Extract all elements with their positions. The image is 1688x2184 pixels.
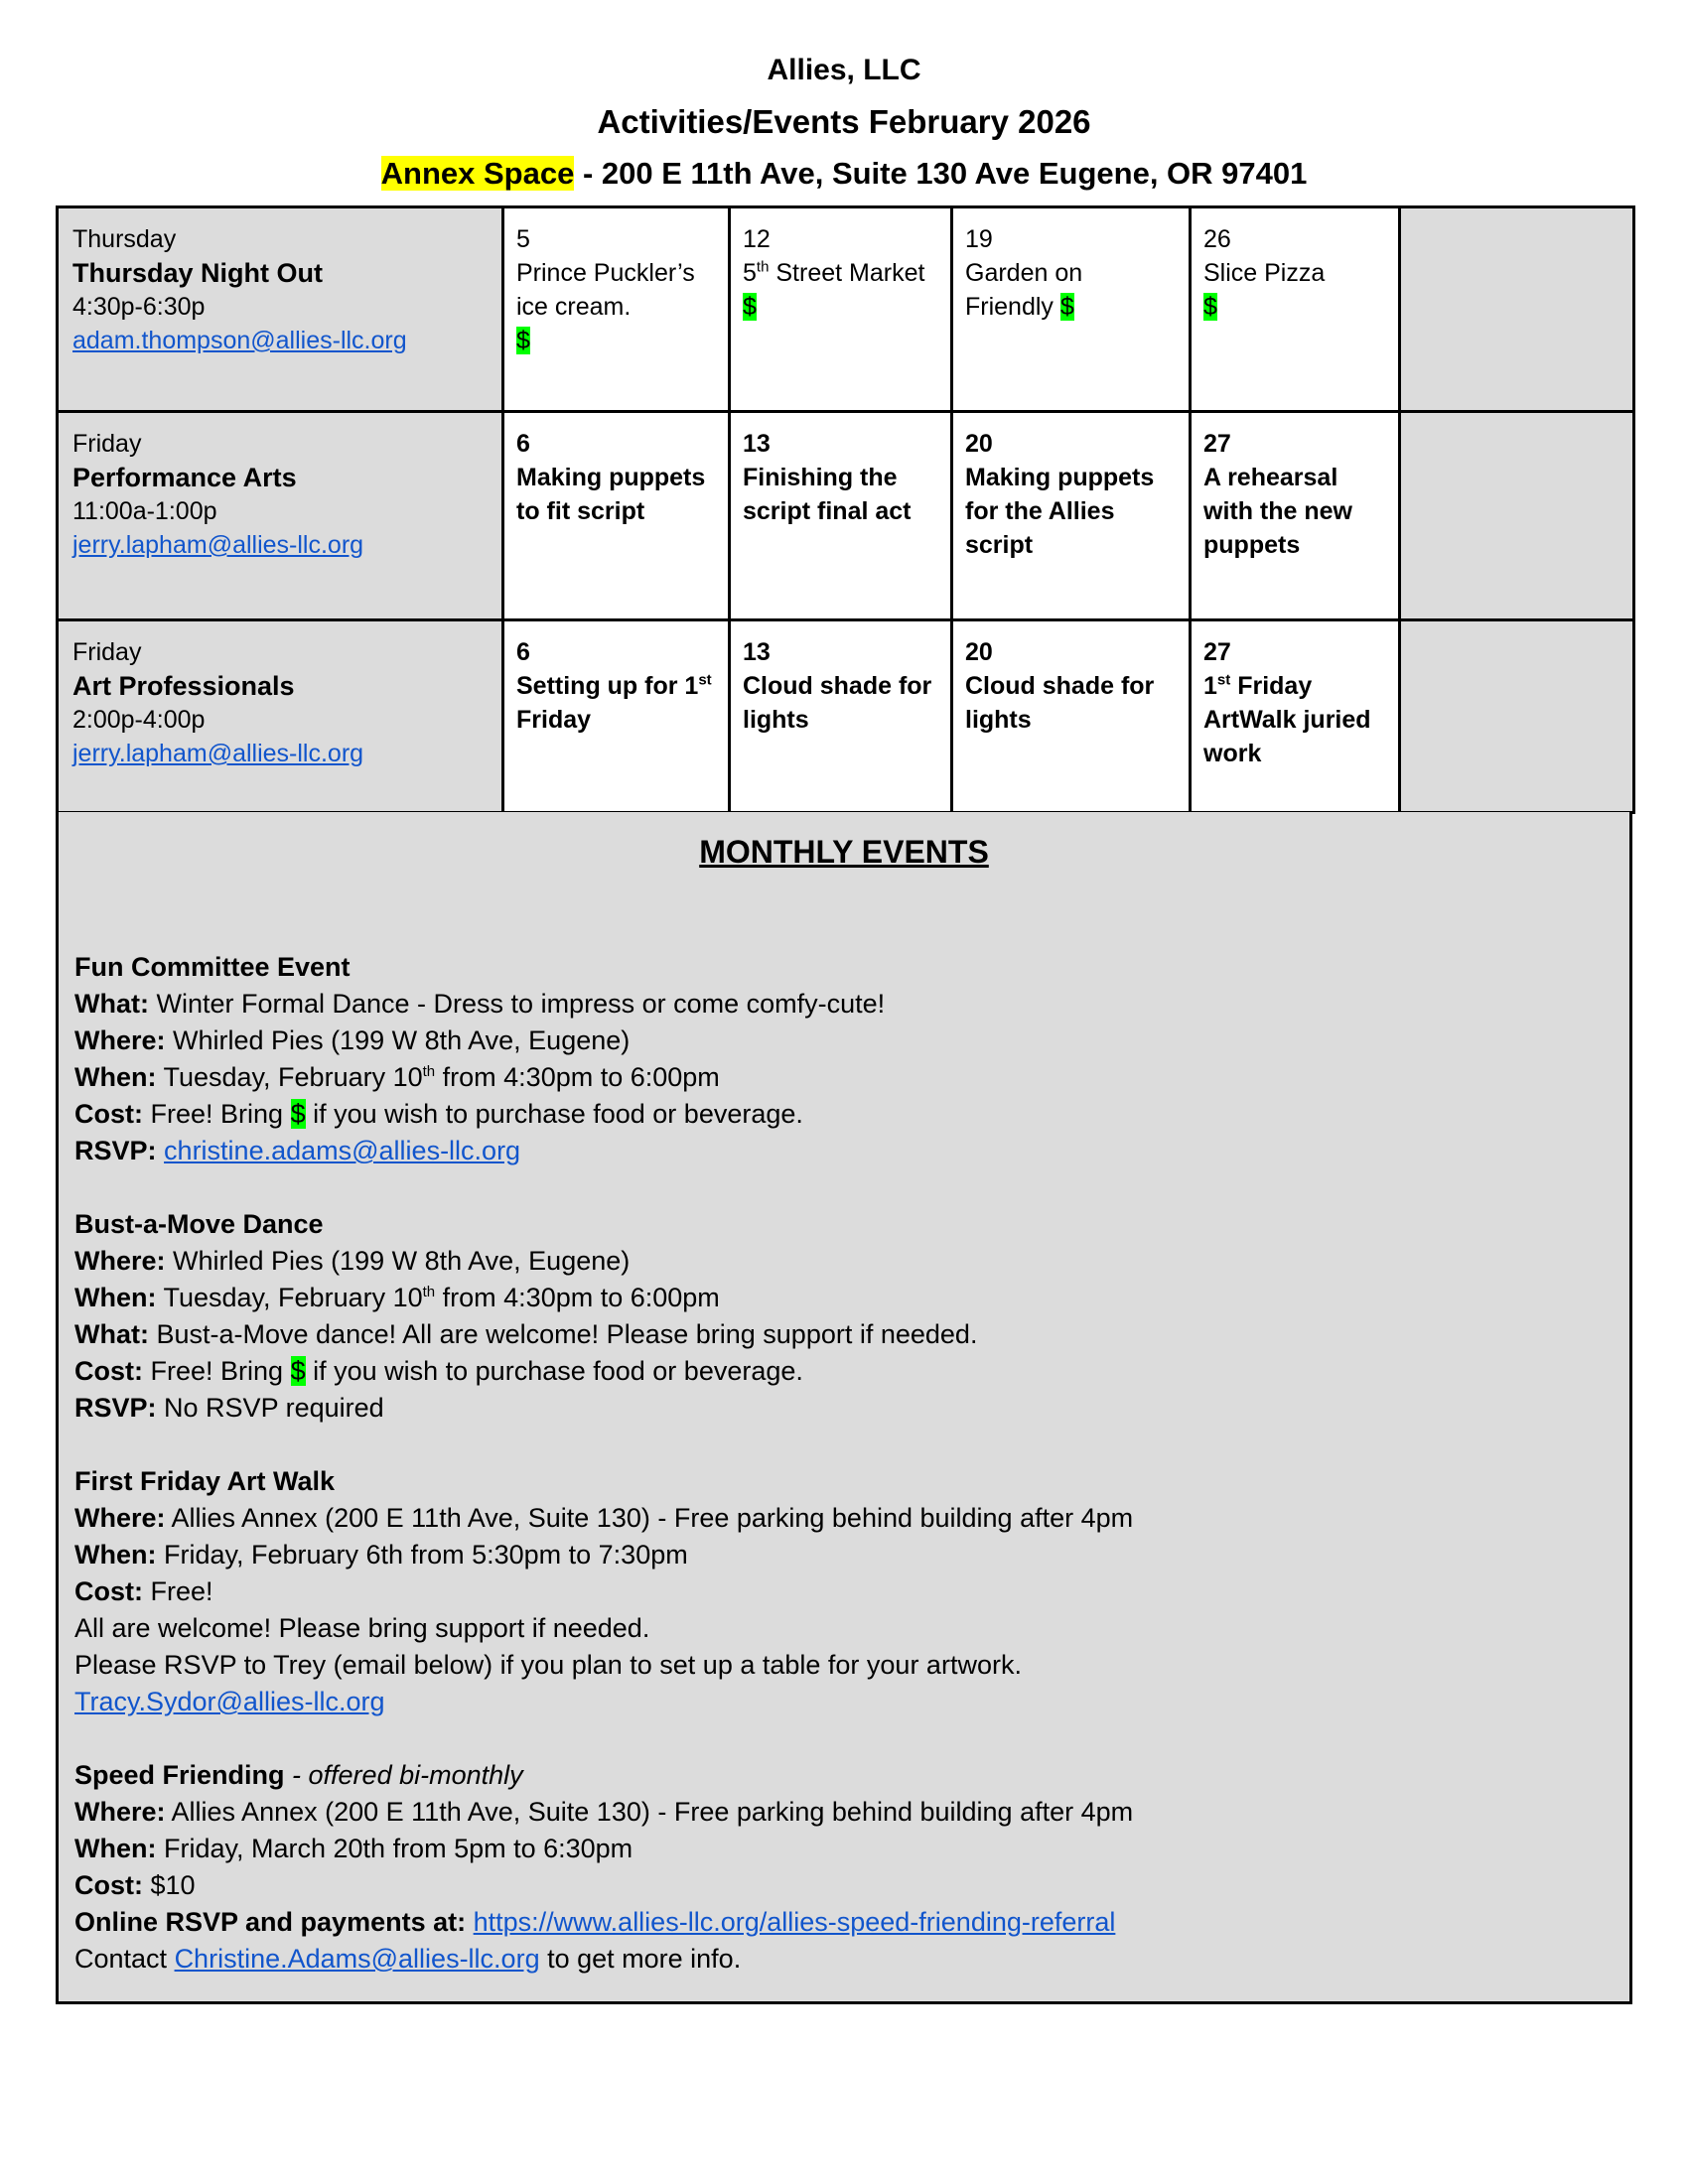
cell-date: 6 xyxy=(516,430,530,458)
field-label: Cost: xyxy=(74,1099,143,1129)
cell-date: 26 xyxy=(1203,225,1231,253)
field-value: Tuesday, February 10 xyxy=(156,1062,423,1092)
perf-cell xyxy=(952,412,1191,620)
performance-arts-row xyxy=(58,412,1634,620)
cell-sup: st xyxy=(698,671,712,689)
field-value: Whirled Pies (199 W 8th Ave, Eugene) xyxy=(165,1025,631,1055)
bust-a-move-event xyxy=(74,1206,1133,1427)
art-label-cell xyxy=(58,620,503,813)
field-sup: th xyxy=(422,1284,436,1300)
field-value: Free! Bring xyxy=(143,1099,291,1129)
thursday-cell xyxy=(730,207,952,412)
field-label: Where: xyxy=(74,1503,166,1533)
art-cell xyxy=(730,620,952,813)
activity-time: 2:00p-4:00p xyxy=(72,706,206,734)
field-label: Cost: xyxy=(74,1870,143,1900)
cell-date: 13 xyxy=(743,430,771,458)
monthly-events-section xyxy=(56,812,1632,2004)
cell-text: A rehearsal with the new puppets xyxy=(1203,464,1352,559)
field-value: Allies Annex (200 E 11th Ave, Suite 130) - Free parking behind building after 4pm xyxy=(165,1503,1134,1533)
field-label: RSVP: xyxy=(74,1136,157,1165)
activity-email-link[interactable]: adam.thompson@allies-llc.org xyxy=(72,327,407,354)
schedule-table xyxy=(56,205,1635,814)
location-label: Annex Space xyxy=(380,156,575,191)
empty-cell xyxy=(1400,207,1634,412)
fun-committee-event xyxy=(74,949,1133,1169)
activity-name: Thursday Night Out xyxy=(72,258,323,288)
cell-date: 6 xyxy=(516,638,530,666)
thursday-row xyxy=(58,207,1634,412)
field-label: When: xyxy=(74,1540,157,1570)
field-value: Bust-a-Move dance! All are welcome! Please bring support if needed. xyxy=(148,1319,978,1349)
cost-badge: $ xyxy=(1059,293,1074,321)
field-label: Where: xyxy=(74,1025,166,1055)
cell-text-pre: Setting up for 1 xyxy=(516,672,699,700)
perf-cell xyxy=(730,412,952,620)
cell-text: Street Market xyxy=(769,259,925,287)
activity-name: Art Professionals xyxy=(72,671,295,701)
art-professionals-row xyxy=(58,620,1634,813)
field-value: Contact xyxy=(74,1944,175,1974)
activity-email-link[interactable]: jerry.lapham@allies-llc.org xyxy=(72,531,364,559)
thursday-cell xyxy=(952,207,1191,412)
cell-text-pre: 1 xyxy=(1203,672,1217,700)
cost-badge: $ xyxy=(290,1099,306,1129)
cost-badge: $ xyxy=(290,1356,306,1386)
art-cell xyxy=(952,620,1191,813)
rsvp-url-link[interactable]: https://www.allies-llc.org/allies-speed-friending-referral xyxy=(473,1907,1116,1937)
cell-text: Cloud shade for lights xyxy=(743,672,932,734)
cell-date: 12 xyxy=(743,225,771,253)
cell-date: 20 xyxy=(965,430,993,458)
cell-text: Making puppets to fit script xyxy=(516,464,706,525)
contact-email-link[interactable]: Tracy.Sydor@allies-llc.org xyxy=(74,1687,385,1716)
event-title: Bust-a-Move Dance xyxy=(74,1209,324,1239)
cell-date: 5 xyxy=(516,225,530,253)
field-value: to get more info. xyxy=(539,1944,742,1974)
field-value: from 4:30pm to 6:00pm xyxy=(435,1062,720,1092)
field-label: When: xyxy=(74,1062,157,1092)
cell-date: 20 xyxy=(965,638,993,666)
field-value: No RSVP required xyxy=(156,1393,384,1423)
event-subtitle: - offered bi-monthly xyxy=(284,1760,523,1790)
field-value: Whirled Pies (199 W 8th Ave, Eugene) xyxy=(165,1246,631,1276)
field-label: Cost: xyxy=(74,1576,143,1606)
day-label: Friday xyxy=(72,430,142,458)
field-label: Cost: xyxy=(74,1356,143,1386)
field-label: What: xyxy=(74,1319,149,1349)
perf-cell xyxy=(503,412,730,620)
event-note: Please RSVP to Trey (email below) if you plan to set up a table for your artwork. xyxy=(74,1650,1022,1680)
contact-email-link[interactable]: Christine.Adams@allies-llc.org xyxy=(174,1944,540,1974)
perf-cell xyxy=(1191,412,1400,620)
field-value: Free! Bring xyxy=(143,1356,291,1386)
field-value: from 4:30pm to 6:00pm xyxy=(435,1283,720,1312)
cell-date: 27 xyxy=(1203,430,1231,458)
activity-time: 11:00a-1:00p xyxy=(72,497,217,525)
speed-friending-event xyxy=(74,1757,1133,1978)
field-value: Friday, February 6th from 5:30pm to 7:30pm xyxy=(156,1540,688,1570)
page-title: Activities/Events February 2026 xyxy=(597,103,1091,140)
empty-cell xyxy=(1400,620,1634,813)
thursday-cell xyxy=(1191,207,1400,412)
field-label: Where: xyxy=(74,1797,166,1827)
perf-label-cell xyxy=(58,412,503,620)
field-value: Tuesday, February 10 xyxy=(156,1283,423,1312)
field-label: RSVP: xyxy=(74,1393,157,1423)
cost-badge: $ xyxy=(1203,293,1217,321)
activity-time: 4:30p-6:30p xyxy=(72,293,206,321)
cell-text: Friday xyxy=(516,706,592,734)
empty-cell xyxy=(1400,412,1634,620)
cell-text: Cloud shade for lights xyxy=(965,672,1155,734)
field-label: What: xyxy=(74,989,149,1019)
cell-text: Finishing the script final act xyxy=(743,464,912,525)
field-label: Online RSVP and payments at: xyxy=(74,1907,467,1937)
field-sup: th xyxy=(422,1063,436,1080)
cell-date: 19 xyxy=(965,225,993,253)
cell-text: Friday ArtWalk juried work xyxy=(1203,672,1371,767)
cell-date: 13 xyxy=(743,638,771,666)
art-cell xyxy=(503,620,730,813)
field-label: When: xyxy=(74,1283,157,1312)
thursday-label-cell xyxy=(58,207,503,412)
cell-sup: th xyxy=(756,258,770,276)
cell-text: Prince Puckler’s ice cream. xyxy=(516,259,695,321)
event-note: All are welcome! Please bring support if needed. xyxy=(74,1613,650,1643)
cell-text: Slice Pizza xyxy=(1203,259,1326,287)
activity-email-link[interactable]: jerry.lapham@allies-llc.org xyxy=(72,740,364,767)
field-label: Where: xyxy=(74,1246,166,1276)
org-name: Allies, LLC xyxy=(767,54,921,86)
field-value: Friday, March 20th from 5pm to 6:30pm xyxy=(156,1834,633,1863)
cost-badge: $ xyxy=(743,293,757,321)
field-value: Allies Annex (200 E 11th Ave, Suite 130) - Free parking behind building after 4pm xyxy=(165,1797,1134,1827)
thursday-cell xyxy=(503,207,730,412)
day-label: Friday xyxy=(72,638,142,666)
event-title: Speed Friending xyxy=(74,1760,285,1790)
activity-name: Performance Arts xyxy=(72,463,297,492)
event-title: Fun Committee Event xyxy=(74,952,351,982)
monthly-events-title: MONTHLY EVENTS xyxy=(699,834,989,870)
field-value: Winter Formal Dance - Dress to impress or come comfy-cute! xyxy=(148,989,886,1019)
field-value: if you wish to purchase food or beverage. xyxy=(305,1099,803,1129)
location-address: - 200 E 11th Ave, Suite 130 Ave Eugene, OR 97401 xyxy=(574,156,1308,191)
day-label: Thursday xyxy=(72,225,177,253)
field-label: When: xyxy=(74,1834,157,1863)
cell-text: Garden on Friendly xyxy=(965,259,1083,321)
first-friday-art-walk-event xyxy=(74,1463,1133,1720)
field-value: Free! xyxy=(143,1576,213,1606)
field-value: $10 xyxy=(143,1870,196,1900)
field-value: if you wish to purchase food or beverage. xyxy=(305,1356,803,1386)
location-line xyxy=(0,156,1688,192)
cell-sup: st xyxy=(1216,671,1231,689)
art-cell xyxy=(1191,620,1400,813)
cell-text-pre: 5 xyxy=(743,259,757,287)
cell-text: Making puppets for the Allies script xyxy=(965,464,1155,559)
rsvp-email-link[interactable]: christine.adams@allies-llc.org xyxy=(164,1136,521,1165)
cell-date: 27 xyxy=(1203,638,1231,666)
event-title: First Friday Art Walk xyxy=(74,1466,336,1496)
cost-badge: $ xyxy=(516,327,530,354)
